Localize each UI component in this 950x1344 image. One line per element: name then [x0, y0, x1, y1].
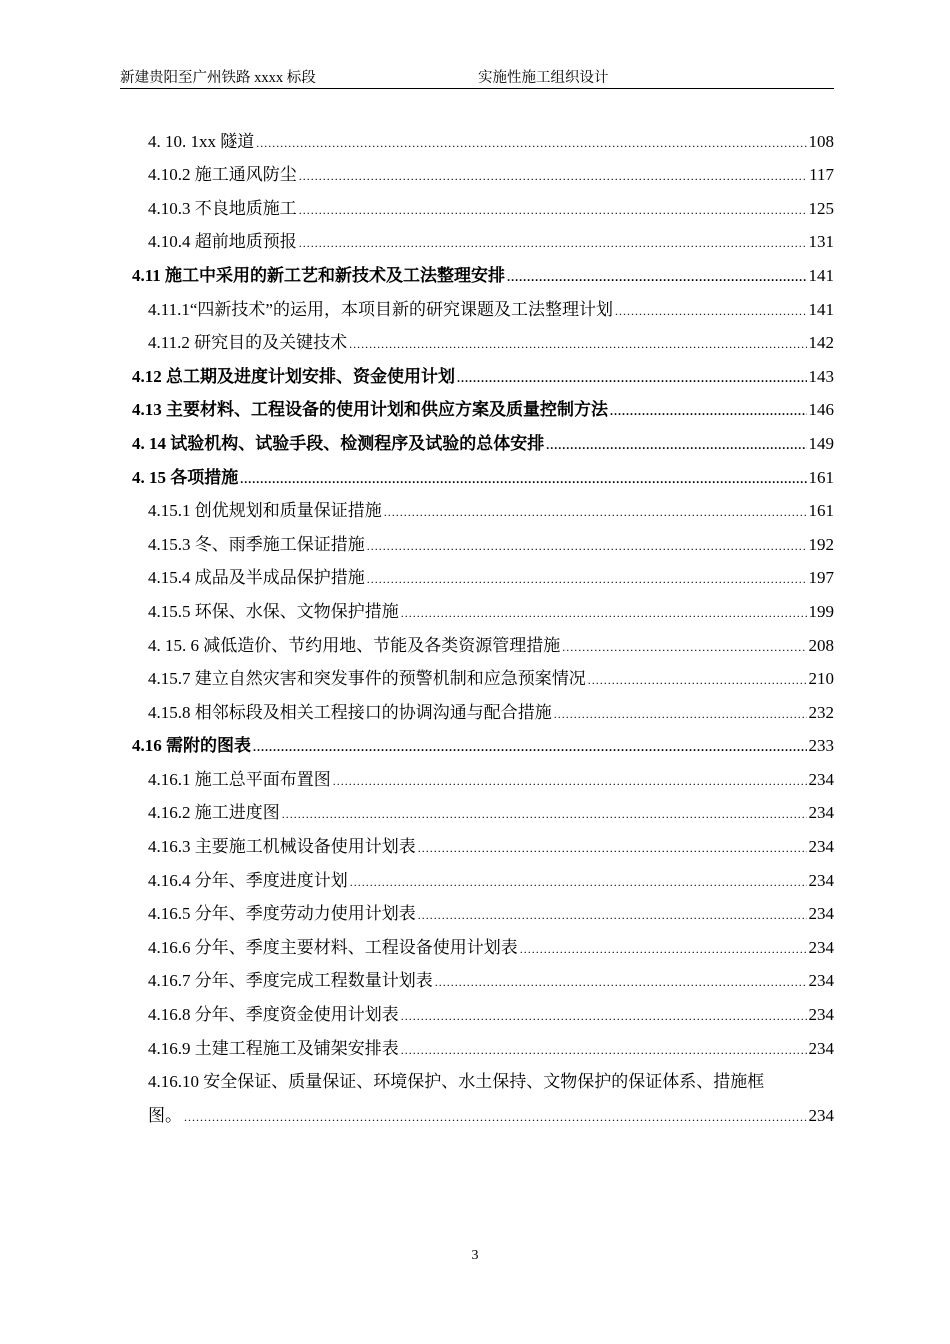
toc-entry-page: 141	[808, 265, 834, 285]
toc-entry-page: 234	[808, 1105, 834, 1125]
toc-entry-title: 4.16.8 分年、季度资金使用计划表	[148, 1005, 399, 1025]
toc-entry-title: 4.16.4 分年、季度进度计划	[148, 870, 348, 890]
toc-dot-leader	[507, 270, 806, 286]
toc-entry-page: 149	[808, 433, 834, 453]
toc-entry[interactable]	[132, 118, 834, 152]
toc-entry-title: 4.12 总工期及进度计划安排、资金使用计划	[132, 366, 455, 386]
toc-dot-leader	[401, 1043, 807, 1059]
toc-entry[interactable]	[132, 924, 834, 958]
toc-entry-title: 4.10.2 施工通风防尘	[148, 165, 297, 185]
toc-entry-page: 197	[808, 568, 834, 588]
toc-entry-page: 146	[808, 400, 834, 420]
toc-entry[interactable]	[132, 521, 834, 555]
toc-entry-page: 141	[808, 299, 834, 319]
toc-entry-page: 234	[808, 971, 834, 991]
toc-entry[interactable]	[132, 756, 834, 790]
toc-entry-page: 234	[808, 769, 834, 789]
toc-entry-title: 4.10.3 不良地质施工	[148, 198, 297, 218]
toc-entry-title: 4. 15 各项措施	[132, 467, 239, 487]
toc-entry-page: 108	[808, 131, 834, 151]
toc-entry-page: 210	[808, 669, 834, 689]
toc-dot-leader	[520, 942, 807, 958]
toc-entry[interactable]	[132, 420, 834, 454]
toc-entry-title: 4. 10. 1xx 隧道	[148, 131, 255, 151]
toc-entry[interactable]	[132, 723, 834, 757]
toc-dot-leader	[546, 438, 806, 454]
toc-dot-leader	[610, 404, 807, 420]
toc-entry-title: 4.15.8 相邻标段及相关工程接口的协调沟通与配合措施	[148, 702, 552, 722]
toc-entry-title: 4.13 主要材料、工程设备的使用计划和供应方案及质量控制方法	[132, 400, 608, 420]
toc-entry-title: 4.16.5 分年、季度劳动力使用计划表	[148, 904, 416, 924]
toc-entry-page: 143	[808, 366, 834, 386]
toc-dot-leader	[333, 774, 807, 790]
toc-entry-title: 4.15.5 环保、水保、文物保护措施	[148, 601, 399, 621]
toc-entry-page: 234	[808, 837, 834, 857]
toc-entry-title: 图。	[148, 1105, 182, 1125]
toc-entry-page: 234	[808, 937, 834, 957]
toc-entry-title: 4. 15. 6 减低造价、节约用地、节能及各类资源管理措施	[148, 635, 561, 655]
toc-dot-leader	[240, 472, 806, 488]
toc-entry-page: 233	[808, 736, 834, 756]
toc-entry-wrapped-line[interactable]: 4.16.10 安全保证、质量保证、环境保护、水土保持、文物保护的保证体系、措施框	[148, 1072, 765, 1092]
toc-dot-leader	[435, 975, 807, 991]
toc-dot-leader	[615, 304, 807, 320]
toc-entry[interactable]	[132, 185, 834, 219]
toc-entry-page: 142	[808, 333, 834, 353]
toc-entry[interactable]	[132, 857, 834, 891]
toc-entry-page: 234	[808, 803, 834, 823]
toc-entry[interactable]	[132, 823, 834, 857]
page-header	[120, 64, 834, 89]
toc-entry-page: 199	[808, 601, 834, 621]
toc-entry[interactable]	[132, 689, 834, 723]
toc-dot-leader	[184, 1110, 807, 1126]
toc-entry-title: 4.15.3 冬、雨季施工保证措施	[148, 534, 365, 554]
toc-entry[interactable]	[132, 252, 834, 286]
toc-dot-leader	[367, 572, 807, 588]
toc-dot-leader	[588, 673, 807, 689]
toc-dot-leader	[299, 169, 807, 185]
toc-entry[interactable]	[132, 1092, 834, 1126]
toc-entry[interactable]	[132, 790, 834, 824]
toc-entry-title: 4.15.7 建立自然灾害和突发事件的预警机制和应急预案情况	[148, 669, 586, 689]
toc-entry[interactable]	[132, 219, 834, 253]
toc-entry[interactable]	[132, 488, 834, 522]
toc-entry-page: 208	[808, 635, 834, 655]
toc-entry[interactable]	[132, 454, 834, 488]
toc-entry-title: 4.16.9 土建工程施工及铺架安排表	[148, 1038, 399, 1058]
toc-entry[interactable]	[132, 286, 834, 320]
toc-entry[interactable]	[132, 656, 834, 690]
toc-entry-page: 234	[808, 1038, 834, 1058]
toc-entry-title: 4.16.6 分年、季度主要材料、工程设备使用计划表	[148, 937, 518, 957]
toc-entry-title: 4.15.1 创优规划和质量保证措施	[148, 501, 382, 521]
toc-dot-leader	[256, 136, 806, 152]
toc-entry-title: 4.16.2 施工进度图	[148, 803, 280, 823]
header-document-title: 实施性施工组织设计	[478, 70, 609, 86]
toc-entry[interactable]	[132, 891, 834, 925]
toc-dot-leader	[562, 640, 806, 656]
toc-entry-page: 131	[808, 232, 834, 252]
toc-entry-title: 4.16 需附的图表	[132, 736, 251, 756]
toc-dot-leader	[253, 740, 807, 756]
toc-entry-page: 234	[808, 904, 834, 924]
toc-entry-title: 4.16.1 施工总平面布置图	[148, 769, 331, 789]
toc-dot-leader	[384, 505, 807, 521]
toc-dot-leader	[554, 707, 807, 723]
toc-entry[interactable]	[132, 1025, 834, 1059]
toc-entry[interactable]	[132, 320, 834, 354]
toc-entry-title: 4.11.1“四新技术”的运用，本项目新的研究课题及工法整理计划	[148, 299, 613, 319]
toc-entry-page: 125	[808, 198, 834, 218]
toc-entry-page: 192	[808, 534, 834, 554]
toc-dot-leader	[349, 337, 806, 353]
header-project-title: 新建贵阳至广州铁路 xxxx 标段	[120, 70, 316, 86]
toc-entry-page: 232	[808, 702, 834, 722]
toc-entry-page: 234	[808, 870, 834, 890]
toc-entry-title: 4.15.4 成品及半成品保护措施	[148, 568, 365, 588]
toc-dot-leader	[299, 203, 807, 219]
toc-entry-title: 4.11.2 研究目的及关键技术	[148, 333, 348, 353]
toc-entry[interactable]	[132, 152, 834, 186]
toc-entry-page: 161	[808, 467, 834, 487]
toc-dot-leader	[401, 1009, 807, 1025]
toc-dot-leader	[299, 236, 807, 252]
toc-entry-title: 4. 14 试验机构、试验手段、检测程序及试验的总体安排	[132, 433, 545, 453]
toc-entry-title: 4.11 施工中采用的新工艺和新技术及工法整理安排	[132, 265, 506, 285]
toc-dot-leader	[367, 539, 807, 555]
toc-entry[interactable]	[132, 588, 834, 622]
toc-entry[interactable]	[132, 387, 834, 421]
toc-entry-page: 117	[809, 165, 834, 185]
toc-dot-leader	[418, 908, 807, 924]
toc-dot-leader	[457, 371, 807, 387]
toc-dot-leader	[401, 606, 807, 622]
table-of-contents	[132, 118, 834, 1126]
toc-dot-leader	[350, 875, 807, 891]
toc-entry[interactable]	[132, 555, 834, 589]
toc-dot-leader	[418, 841, 807, 857]
toc-entry[interactable]	[132, 991, 834, 1025]
toc-entry-page: 234	[808, 1005, 834, 1025]
toc-entry-title: 4.16.3 主要施工机械设备使用计划表	[148, 837, 416, 857]
toc-entry[interactable]	[132, 958, 834, 992]
page-number: 3	[471, 1248, 479, 1263]
toc-entry-title: 4.16.7 分年、季度完成工程数量计划表	[148, 971, 433, 991]
toc-entry[interactable]	[132, 622, 834, 656]
toc-entry-page: 161	[808, 501, 834, 521]
toc-entry[interactable]	[132, 353, 834, 387]
toc-entry-title: 4.10.4 超前地质预报	[148, 232, 297, 252]
toc-dot-leader	[282, 807, 807, 823]
